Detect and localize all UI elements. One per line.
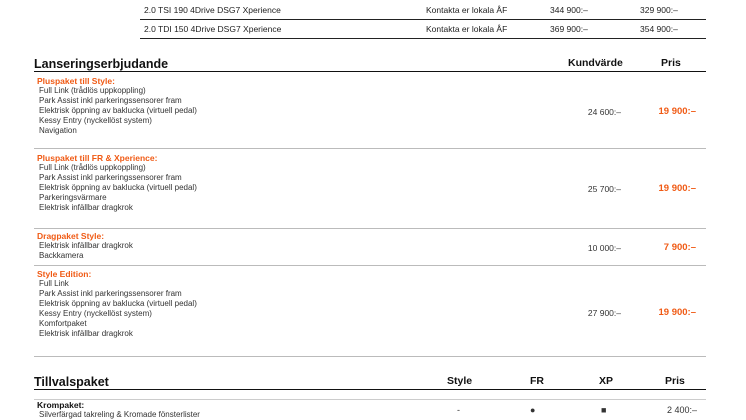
package-item: Elektrisk öppning av baklucka (virtuell pedal) bbox=[39, 106, 197, 115]
package-dragpaket-style bbox=[34, 231, 706, 266]
package-title: Pluspaket till Style: bbox=[37, 76, 115, 86]
package-title: Style Edition: bbox=[37, 269, 92, 279]
package-item: Elektrisk infällbar dragkrok bbox=[39, 241, 133, 250]
package-item: Backkamera bbox=[39, 251, 84, 260]
package-item: Elektrisk infällbar dragkrok bbox=[39, 329, 133, 338]
package-title: Dragpaket Style: bbox=[37, 231, 105, 241]
model-name: 2.0 TSI 190 4Drive DSG7 Xperience bbox=[144, 5, 281, 15]
package-style-edition bbox=[34, 269, 706, 357]
xp-square-icon: ■ bbox=[601, 405, 607, 415]
price-2: 329 900:– bbox=[640, 5, 678, 15]
package-pluspaket-style bbox=[34, 76, 706, 149]
package-value: 27 900:– bbox=[587, 308, 621, 318]
package-price: 7 900:– bbox=[663, 242, 696, 253]
option-price: 2 400:– bbox=[667, 405, 698, 415]
model-row bbox=[140, 19, 706, 39]
package-item: Komfortpaket bbox=[39, 319, 87, 328]
col-kundvarde: Kundvärde bbox=[568, 57, 623, 69]
launch-heading: Lanseringserbjudande bbox=[34, 57, 169, 71]
col-style: Style bbox=[447, 375, 473, 387]
contact-text: Kontakta er lokala ÅF bbox=[426, 5, 508, 15]
option-item: Silverfärgad takreling & Kromade fönsterlister bbox=[39, 410, 200, 419]
package-price: 19 900:– bbox=[658, 183, 696, 194]
package-item: Navigation bbox=[39, 126, 77, 135]
package-title: Pluspaket till FR & Xperience: bbox=[37, 153, 158, 163]
options-heading: Tillvalspaket bbox=[34, 375, 109, 389]
package-item: Park Assist inkl parkeringssensorer fram bbox=[39, 173, 182, 182]
package-item: Parkeringsvärmare bbox=[39, 193, 107, 202]
package-item: Kessy Entry (nyckellöst system) bbox=[39, 116, 152, 125]
package-item: Full Link bbox=[39, 279, 69, 288]
package-item: Elektrisk infällbar dragkrok bbox=[39, 203, 133, 212]
model-row bbox=[140, 0, 706, 20]
package-item: Full Link (trådlös uppkoppling) bbox=[39, 163, 146, 172]
package-item: Park Assist inkl parkeringssensorer fram bbox=[39, 96, 182, 105]
col-pris: Pris bbox=[665, 375, 685, 387]
package-price: 19 900:– bbox=[658, 307, 696, 318]
fr-dot-icon: ● bbox=[530, 405, 536, 415]
launch-header bbox=[34, 57, 706, 72]
package-value: 25 700:– bbox=[587, 184, 621, 194]
model-name: 2.0 TDI 150 4Drive DSG7 Xperience bbox=[144, 24, 282, 34]
col-xp: XP bbox=[599, 375, 614, 387]
price-2: 354 900:– bbox=[640, 24, 678, 34]
contact-text: Kontakta er lokala ÅF bbox=[426, 24, 508, 34]
package-item: Elektrisk öppning av baklucka (virtuell pedal) bbox=[39, 183, 197, 192]
price-1: 369 900:– bbox=[550, 24, 588, 34]
package-value: 24 600:– bbox=[587, 107, 621, 117]
package-item: Kessy Entry (nyckellöst system) bbox=[39, 309, 152, 318]
col-fr: FR bbox=[530, 375, 544, 387]
package-item: Park Assist inkl parkeringssensorer fram bbox=[39, 289, 182, 298]
package-value: 10 000:– bbox=[587, 243, 621, 253]
col-pris: Pris bbox=[661, 57, 681, 69]
package-item: Full Link (trådlös uppkoppling) bbox=[39, 86, 146, 95]
option-title: Krompaket: bbox=[37, 400, 85, 410]
price-1: 344 900:– bbox=[550, 5, 588, 15]
options-header bbox=[34, 375, 706, 390]
style-dash: - bbox=[457, 405, 460, 415]
package-price: 19 900:– bbox=[658, 106, 696, 117]
option-krompaket bbox=[34, 399, 706, 420]
package-item: Elektrisk öppning av baklucka (virtuell pedal) bbox=[39, 299, 197, 308]
package-pluspaket-fr-xperience bbox=[34, 153, 706, 229]
